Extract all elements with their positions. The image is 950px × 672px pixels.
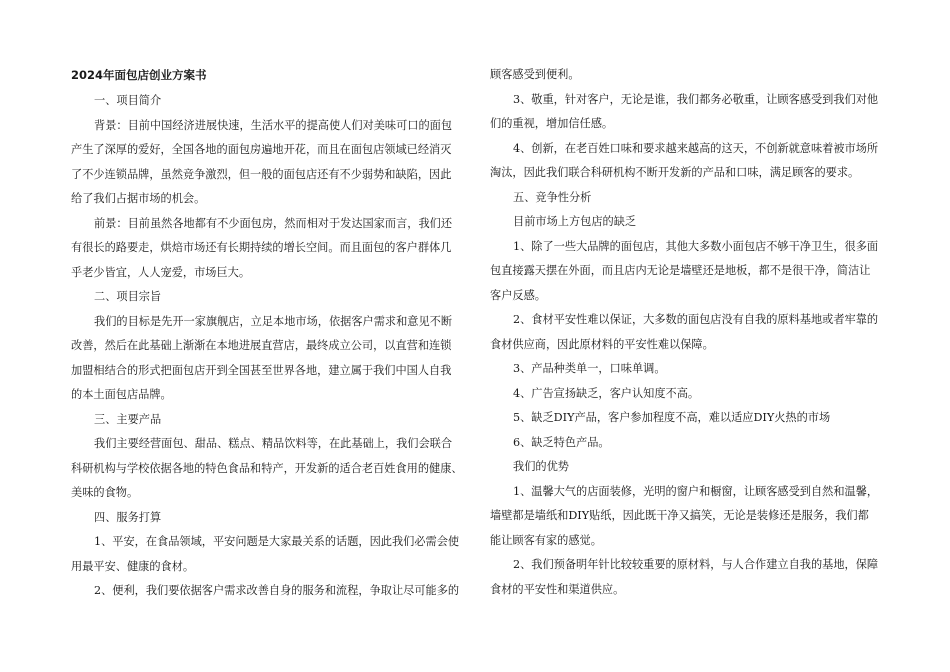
text-line: 我们的优势 [513, 460, 569, 473]
text-line: 有很长的路要走，烘焙市场还有长期持续的增长空间。而且面包的客户群体几 [71, 241, 452, 254]
text-line: 1、除了一些大品牌的面包店，其他大多数小面包店不够干净卫生，很多面 [513, 239, 879, 253]
text-line: 我们主要经营面包、甜品、糕点、精品饮料等，在此基础上，我们会联合 [94, 437, 453, 450]
text-line: 2、食材平安性难以保证，大多数的面包店没有自我的原料基地或者牢靠的 [513, 313, 879, 326]
text-line: 五、竞争性分析 [513, 190, 592, 204]
text-line: 用最平安、健康的食材。 [71, 559, 195, 573]
text-line: 6、缺乏特色产品。 [513, 435, 610, 449]
text-line: 目前市场上方包店的缺乏 [513, 215, 637, 228]
text-line: 顾客感受到便利。 [490, 68, 580, 81]
text-line: 1、温馨大气的店面装修，光明的窗户和橱窗，让顾客感受到自然和温馨， [513, 484, 879, 498]
text-line: 食材供应商，因此原材料的平安性难以保障。 [490, 337, 714, 351]
text-line: 加盟相结合的形式把面包店开到全国甚至世界各地，建立属于我们中国人自我 [71, 363, 452, 377]
text-line: 墙壁都是墙纸和DIY贴纸，因此既干净又搞笑，无论是装修还是服务，我们都 [490, 509, 869, 522]
text-line: 一、项目简介 [94, 94, 162, 107]
text-line: 1、平安，在食品领域，平安问题是大家最关系的话题，因此我们必需会使 [94, 535, 460, 548]
text-line: 2、我们预备明年针比较较重要的原材料，与人合作建立自我的基地，保障 [513, 558, 879, 571]
text-line: 四、服务打算 [94, 510, 162, 524]
text-line: 包直接露天摆在外面，而且店内无论是墙壁还是地板，都不是很干净，简洁让 [490, 264, 871, 277]
text-line: 4、创新，在老百姓口味和要求越来越高的这天，不创新就意味着被市场所 [513, 141, 879, 155]
text-line: 的本土面包店品牌。 [71, 388, 172, 401]
text-line: 改善，然后在此基础上渐渐在本地进展直营店，最终成立公司，以直营和连锁 [71, 339, 452, 352]
text-line: 二、项目宗旨 [94, 290, 162, 303]
text-line: 背景：目前中国经济进展快速，生活水平的提高使人们对美味可口的面包 [94, 118, 453, 132]
text-line: 美味的食物。 [71, 486, 139, 499]
text-line: 前景：目前虽然各地都有不少面包房，然而相对于发达国家而言，我们还 [94, 216, 453, 230]
text-line: 4、广告宣扬缺乏，客户认知度不高。 [513, 386, 700, 400]
text-line: 3、产品种类单一，口味单调。 [513, 362, 666, 375]
text-line: 三、主要产品 [94, 412, 162, 426]
text-line: 了不少连锁品牌，虽然竞争激烈，但一般的面包店还有不少弱势和缺陷，因此 [71, 167, 452, 181]
text-line: 食材的平安性和渠道供应。 [490, 582, 625, 596]
text-line: 客户反感。 [490, 288, 546, 302]
document-title: 2024年面包店创业方案书 [71, 68, 207, 82]
text-line: 们的重视，增加信任感。 [490, 117, 614, 130]
text-line: 能让顾客有家的感觉。 [490, 533, 602, 547]
text-line: 产生了深厚的爱好，全国各地的面包房遍地开花，而且在面包店领域已经消灭 [71, 143, 452, 156]
text-line: 2、便利，我们要依据客户需求改善自身的服务和流程，争取让尽可能多的 [94, 584, 460, 597]
text-line: 乎老少皆宜，人人宠爱，市场巨大。 [71, 265, 251, 279]
text-line: 我们的目标是先开一家旗舰店，立足本地市场，依据客户需求和意见不断 [94, 314, 453, 328]
text-line: 给了我们占据市场的机会。 [71, 192, 206, 205]
text-line: 3、敬重，针对客户，无论是谁，我们都务必敬重，让顾客感受到我们对他 [513, 92, 879, 106]
text-line: 5、缺乏DIY产品，客户参加程度不高，难以适应DIY火热的市场 [513, 411, 831, 424]
text-line: 科研机构与学校依据各地的特色食品和特产，开发新的适合老百姓食用的健康、 [71, 461, 463, 475]
text-line: 淘汰，因此我们联合科研机构不断开发新的产品和口味，满足顾客的要求。 [490, 166, 860, 179]
